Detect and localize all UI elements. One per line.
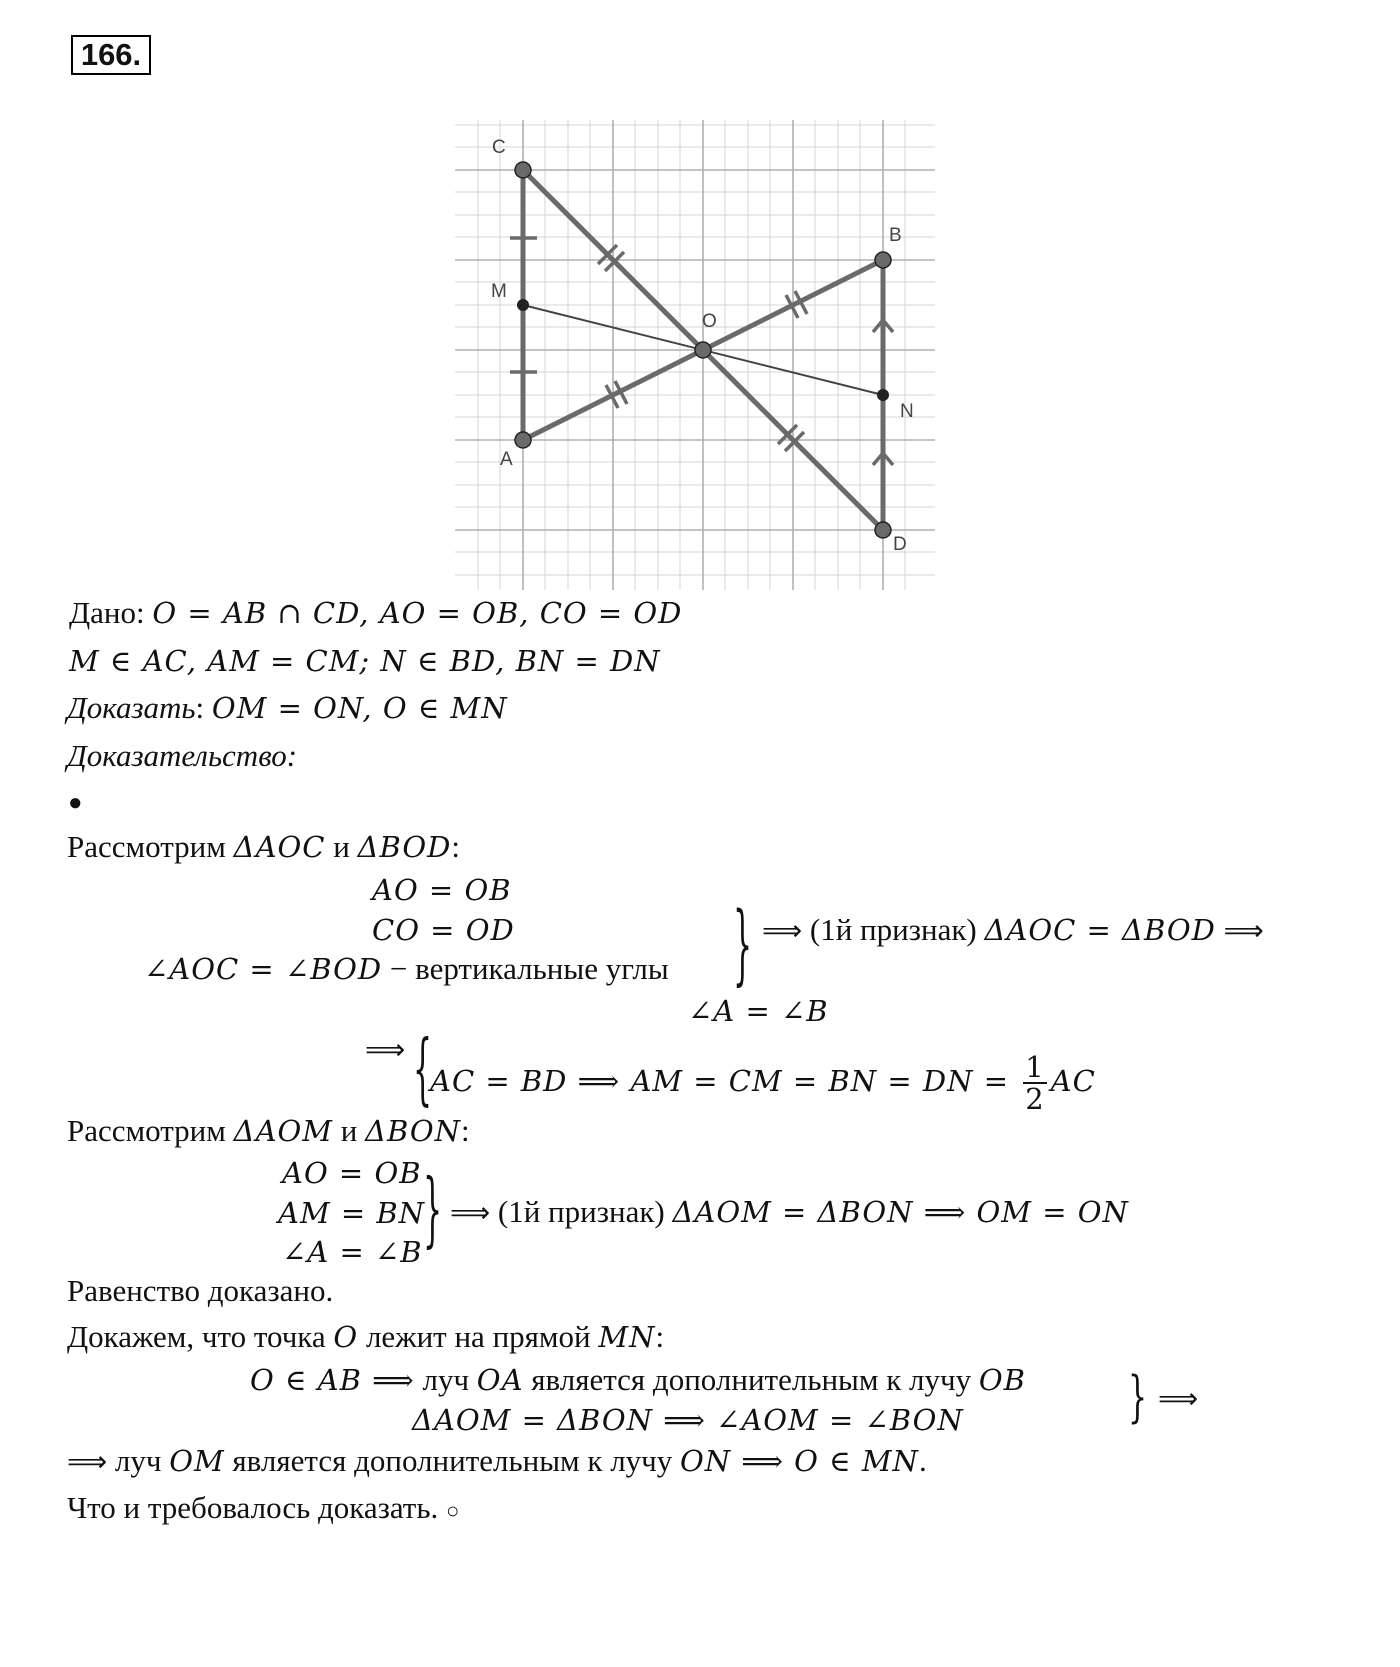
qed-symbol: ○	[446, 1498, 460, 1523]
label-m: M	[491, 281, 507, 302]
step1-sys-1: AO = OB	[372, 873, 512, 907]
given-line-2: M ∈ AC, AM = CM; N ∈ BD, BN = DN	[69, 644, 661, 678]
step1-intro	[67, 829, 460, 865]
conclusion-line	[67, 1443, 927, 1480]
step4-intro-b: лежит на прямой	[358, 1319, 599, 1354]
step4-r1-c: OA	[476, 1363, 524, 1397]
point-c	[515, 162, 531, 178]
step3-sys-2: AM = BN	[278, 1196, 426, 1230]
step1-sys-3-text: − вертикальные углы	[382, 951, 669, 986]
point-m	[517, 299, 529, 311]
step4-intro-a: Докажем, что точка	[67, 1319, 334, 1354]
step4-line: MN	[598, 1320, 656, 1354]
equality-proved: Равенство доказано.	[67, 1273, 334, 1308]
conclusion-arrow: ⟹	[67, 1445, 108, 1478]
problem-number: 166.	[71, 35, 151, 75]
step1-arrow: ⟹	[762, 914, 803, 947]
step1-arrow-end: ⟹	[1223, 914, 1264, 947]
step1-intro-text: Рассмотрим	[67, 829, 234, 864]
qed-line	[67, 1490, 459, 1529]
fraction-numerator: 1	[1025, 1050, 1045, 1084]
conclusion-b: луч	[107, 1443, 170, 1478]
conclusion-f: .	[918, 1443, 927, 1478]
step4-r1-b: луч	[414, 1362, 477, 1397]
label-b: B	[889, 225, 902, 246]
step1-result	[762, 912, 1264, 949]
step2-arrow: ⟹	[365, 1033, 406, 1066]
step3-intro	[67, 1113, 470, 1149]
step1-and: и	[325, 829, 358, 864]
step3-right-brace: }	[423, 1163, 443, 1258]
fraction-half	[1023, 1052, 1046, 1114]
point-o	[695, 342, 711, 358]
triangle-bod: ΔBOD	[357, 830, 452, 864]
step4-colon: :	[655, 1319, 665, 1354]
step1-sys-3-math: ∠AOC = ∠BOD	[144, 952, 383, 986]
label-n: N	[900, 401, 914, 422]
triangle-bon: ΔBON	[365, 1114, 462, 1148]
prove-label: Доказать	[67, 690, 196, 725]
label-a: A	[500, 449, 513, 470]
given-label: Дано	[69, 595, 136, 630]
point-b	[875, 252, 891, 268]
step3-arrow: ⟹	[450, 1196, 491, 1229]
given-formula-1: O = AB ∩ CD, AO = OB, CO = OD	[152, 596, 683, 630]
step4-arrow: ⟹	[1158, 1382, 1199, 1415]
step1-sys-2: CO = OD	[372, 913, 515, 947]
fraction-denominator: 2	[1025, 1082, 1045, 1116]
step4-row-1	[250, 1362, 1026, 1398]
step4-r1-e: OB	[978, 1363, 1026, 1397]
geometry-figure	[455, 120, 935, 590]
conclusion-e: ON ⟹ O ∈ MN	[680, 1444, 919, 1478]
step4-point: O	[333, 1320, 359, 1354]
bullet: ●	[68, 790, 83, 816]
label-c: C	[492, 137, 506, 158]
point-n	[877, 389, 889, 401]
step2-row-1: ∠A = ∠B	[688, 994, 829, 1028]
label-d: D	[893, 534, 907, 555]
step3-and: и	[332, 1113, 366, 1148]
step4-r1-d: является дополнительным к лучу	[523, 1362, 979, 1397]
step1-result-formula: ΔAOC = ΔBOD	[984, 913, 1216, 947]
step2-left-brace: {	[413, 1025, 433, 1117]
prove-statement: OM = ON, O ∈ MN	[211, 691, 508, 725]
step1-right-brace: }	[733, 895, 753, 998]
step1-criterion: (1й признак)	[802, 912, 985, 947]
triangle-aom: ΔAOM	[233, 1114, 333, 1148]
given-line-1: Дано: O = AB ∩ CD, AO = OB, CO = OD	[69, 595, 683, 630]
step3-sys-1: AO = OB	[282, 1156, 422, 1190]
step4-row-2: ΔAOM = ΔBON ⟹ ∠AOM = ∠BON	[412, 1403, 964, 1437]
step2-row-2-b: AC	[1050, 1064, 1096, 1098]
step3-sys-3: ∠A = ∠B	[282, 1235, 423, 1269]
point-d	[875, 522, 891, 538]
step3-result-formula: ΔAOM = ΔBON ⟹ OM = ON	[672, 1195, 1129, 1229]
conclusion-c: OM	[169, 1444, 225, 1478]
step1-colon: :	[451, 829, 461, 864]
point-a	[515, 432, 531, 448]
triangle-aoc: ΔAOC	[233, 830, 326, 864]
step4-right-brace: }	[1128, 1365, 1148, 1431]
qed-text: Что и требовалось доказать.	[67, 1490, 439, 1525]
step2-row-2-a: AC = BD ⟹ AM = CM = BN = DN =	[430, 1064, 1020, 1098]
step3-intro-text: Рассмотрим	[67, 1113, 234, 1148]
step3-colon: :	[461, 1113, 470, 1148]
step4-intro	[67, 1319, 664, 1355]
prove-line: Доказать: OM = ON, O ∈ MN	[67, 690, 508, 725]
step3-criterion: (1й признак)	[490, 1194, 673, 1229]
conclusion-d: является дополнительным к лучу	[224, 1443, 681, 1478]
step1-sys-3	[144, 951, 669, 987]
label-o: O	[702, 311, 717, 332]
step4-r1-a: O ∈ AB ⟹	[250, 1363, 415, 1397]
proof-label: Доказательство:	[67, 738, 298, 773]
step2-row-2	[430, 1052, 1096, 1114]
step3-result	[450, 1194, 1129, 1231]
